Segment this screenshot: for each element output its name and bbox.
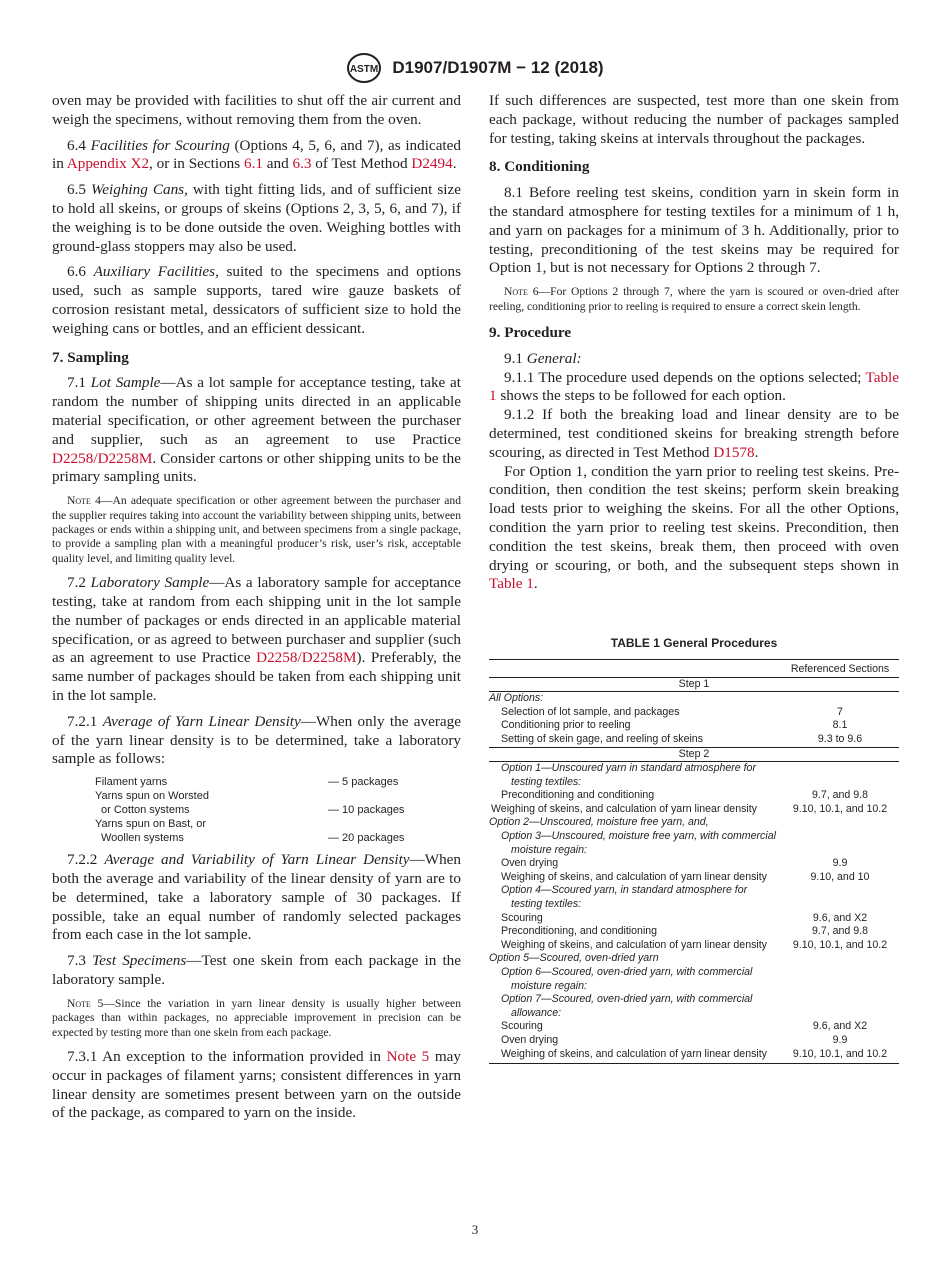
table-row: Option 4—Scoured yarn, in standard atmosphere for testing textiles: bbox=[501, 884, 748, 911]
svg-text:ASTM: ASTM bbox=[350, 64, 379, 75]
astm-logo-icon bbox=[346, 52, 382, 84]
paragraph-continuation-right: If such differences are suspected, test more than one skein from each package, without reducing the number of packages sampled for testing, taking skeins at intervals throughout the packages. bbox=[489, 92, 899, 147]
section-9-1-1: 9.1.1 The procedure used depends on the options selected; Table 1 shows the steps to be followed for each option. bbox=[489, 368, 899, 405]
section-7-3-1: 7.3.1 An exception to the information provided in Note 5 may occur in packages of filament yarns; consistent differences in yarn linear density are sometimes present between yarn on the outside of the package, as compared to yarn on the inside. bbox=[52, 1047, 461, 1122]
table-row bbox=[489, 747, 899, 762]
link-section-6-1[interactable]: 6.1 bbox=[243, 155, 263, 173]
page-header bbox=[0, 52, 950, 84]
right-column bbox=[489, 92, 899, 1064]
link-appendix-x2[interactable]: Appendix X2 bbox=[66, 155, 150, 173]
section-9-1-2: 9.1.2 If both the breaking load and linear density are to be determined, test conditioned skeins for breaking strength before scouring, as directed in Test Method D1578. bbox=[489, 406, 899, 461]
heading-procedure: 9. Procedure bbox=[489, 323, 572, 341]
note-5: Note 5—Since the variation in yarn linear density is usually higher between packages than within packages, no appreciable improvement in precision can be expected by testing more than one skein from each package. bbox=[52, 996, 461, 1039]
table-title: TABLE 1 General Procedures bbox=[610, 636, 778, 651]
table-row: Option 3—Unscoured, moisture free yarn, with commercial moisture regain: bbox=[501, 830, 776, 856]
section-7-3: 7.3 Test Specimens—Test one skein from each package in the laboratory sample. bbox=[52, 952, 461, 988]
section-8-1: 8.1 Before reeling test skeins, condition yarn in skein form in the standard atmosphere for testing textiles for a minimum of 1 h, and yarn on packages for a minimum of 3 h. Additionally, prior to testing, preconditioning of the test skeins may be required for Option 1, but is not necessary for Options 2 through 7. bbox=[489, 184, 899, 277]
table-row: Weighing of skeins, and calculation of yarn linear density 9.10, and 10 bbox=[501, 870, 870, 883]
table-row: Selection of lot sample, and packages 7 bbox=[501, 705, 843, 718]
paragraph-option-1: For Option 1, condition the yarn prior to reeling test skeins. Pre-condition, then condition the test skeins; perform skein breaking load tests prior to weighing the skeins. For all the other Options, condition the yarn prior to reeling test skeins. Precondition, then condition the test skeins, break them, then proceed with oven drying or scouring, or both, and the subsequent steps shown in Table 1. bbox=[489, 462, 899, 593]
link-d2258[interactable]: D2258/D2258M bbox=[52, 449, 153, 467]
link-table-1[interactable]: Table 1 bbox=[489, 368, 899, 405]
heading-conditioning: 8. Conditioning bbox=[489, 158, 590, 176]
table-row: Scouring 9.6, and X2 bbox=[501, 911, 868, 924]
left-column bbox=[52, 92, 461, 1130]
table-row: Scouring 9.6, and X2 bbox=[501, 1020, 868, 1033]
link-section-6-3[interactable]: 6.3 bbox=[292, 155, 312, 173]
section-6-4: 6.4 Facilities for Scouring (Options 4, 5, 6, and 7), as indicated in Appendix X2, or in Sections 6.1 and 6.3 of Test Method D2494. bbox=[52, 136, 461, 173]
section-7-2-1: 7.2.1 Average of Yarn Linear Density—When only the average of the yarn linear density is to be determined, take a laboratory sample as follows: bbox=[52, 712, 462, 768]
table-row: Oven drying 9.9 bbox=[501, 857, 848, 870]
section-9-1: 9.1 General: bbox=[504, 349, 582, 367]
table-row: Preconditioning and conditioning 9.7, and 9.8 bbox=[501, 789, 868, 802]
table-row: Weighing of skeins, and calculation of yarn linear density 9.10, 10.1, and 10.2 bbox=[491, 802, 888, 815]
table-row: Option 7—Scoured, oven-dried yarn, with commercial allowance: bbox=[501, 993, 753, 1019]
page-number: 3 bbox=[471, 1222, 479, 1237]
section-7-2-2: 7.2.2 Average and Variability of Yarn Linear Density—When both the average and variability of the linear density of yarn are to be determined, take a laboratory sample of 30 packages. If possible, take an equal number of randomly selected packages from each case in the lot sample. bbox=[52, 851, 461, 944]
table-row: Option 1—Unscoured yarn in standard atmosphere for testing textiles: bbox=[489, 762, 899, 790]
table-row: Oven drying 9.9 bbox=[501, 1033, 848, 1046]
step-2-label: Step 2 bbox=[489, 747, 899, 762]
list-item: Yarns spun on Bast, or Woollen systems — 20 packages bbox=[95, 818, 405, 845]
heading-sampling: 7. Sampling bbox=[52, 348, 129, 366]
link-note-5[interactable]: Note 5 bbox=[386, 1047, 430, 1065]
link-d2258-2[interactable]: D2258/D2258M bbox=[256, 649, 357, 667]
table-row: Weighing of skeins, and calculation of yarn linear density 9.10, 10.1, and 10.2 bbox=[489, 1048, 899, 1064]
link-d1578[interactable]: D1578 bbox=[713, 443, 755, 461]
table-row: Option 6—Scoured, oven-dried yarn, with commercial moisture regain: bbox=[501, 966, 753, 992]
table-row: Conditioning prior to reeling 8.1 bbox=[501, 719, 848, 732]
paragraph-continuation: oven may be provided with facilities to shut off the air current and weigh the specimens, without removing them from the oven. bbox=[52, 92, 461, 128]
table-row: Option 2—Unscoured, moisture free yarn, and, bbox=[489, 816, 709, 829]
table-row: Weighing of skeins, and calculation of yarn linear density 9.10, 10.1, and 10.2 bbox=[501, 938, 888, 951]
list-item: Filament yarns — 5 packages bbox=[95, 776, 399, 789]
table-row: Preconditioning, and conditioning 9.7, and 9.8 bbox=[501, 925, 868, 938]
section-7-1: 7.1 Lot Sample—As a lot sample for acceptance testing, take at random the number of shipping units directed in an applicable material specification, or other agreement between the purchaser and supplier, such as an agreement to use Practice D2258/D2258M. Consider cartons or other shipping units to be the primary sampling units. bbox=[52, 374, 461, 486]
column-header-referenced-sections: Referenced Sections bbox=[781, 659, 899, 677]
section-6-6: 6.6 Auxiliary Facilities, suited to the specimens and options used, such as sample supports, tared wire gauze baskets of corrosion resistant metal, dessicators of sufficient size to hold the weighing cans or bottles, and an efficient dessicant. bbox=[52, 263, 462, 337]
standard-designation: D1907/D1907M − 12 (2018) bbox=[392, 58, 604, 77]
link-table-1-2[interactable]: Table 1 bbox=[489, 575, 534, 593]
general-procedures-table bbox=[489, 659, 899, 1064]
step-1-label: Step 1 bbox=[489, 677, 899, 692]
table-header-row bbox=[489, 659, 899, 677]
list-item: Yarns spun on Worsted or Cotton systems — 10 packages bbox=[95, 790, 405, 817]
table-row: Option 5—Scoured, oven-dried yarn bbox=[489, 952, 659, 965]
table-row bbox=[489, 677, 899, 692]
note-6: Note 6—For Options 2 through 7, where the yarn is scoured or oven-dried after reeling, conditioning prior to reeling is required to ensure a correct skein length. bbox=[489, 285, 899, 313]
table-row: Setting of skein gage, and reeling of skeins 9.3 to 9.6 bbox=[501, 732, 863, 745]
yarn-sample-list bbox=[95, 775, 461, 845]
table-row: All Options: bbox=[489, 692, 899, 706]
section-6-5: 6.5 Weighing Cans, with tight fitting lids, and of sufficient size to hold all skeins, or groups of skeins (Options 2, 3, 5, 6, and 7), if the weighing is to be done outside the oven. Weighing bottles with ground-glass stoppers may also be used. bbox=[52, 181, 462, 255]
section-7-2: 7.2 Laboratory Sample—As a laboratory sample for acceptance testing, take at random from each shipping unit in the lot sample the number of packages or ends directed in an applicable material specification, or as agreed to between purchaser and supplier (such as an agreement to use Practice D2258/D2258M). Preferably, the same number of packages should be taken from each shipping unit in the lot sample. bbox=[52, 574, 462, 704]
link-d2494[interactable]: D2494 bbox=[411, 155, 453, 173]
note-4: Note 4—An adequate specification or other agreement between the purchaser and the supplier requires taking into account the variability between shipping units, between packages or ends within a shipping unit, and between specimens from a single package, to provide a sampling plan with a meaningful producer’s risk, user’s risk, acceptable quality level, and limiting quality level. bbox=[52, 494, 461, 565]
